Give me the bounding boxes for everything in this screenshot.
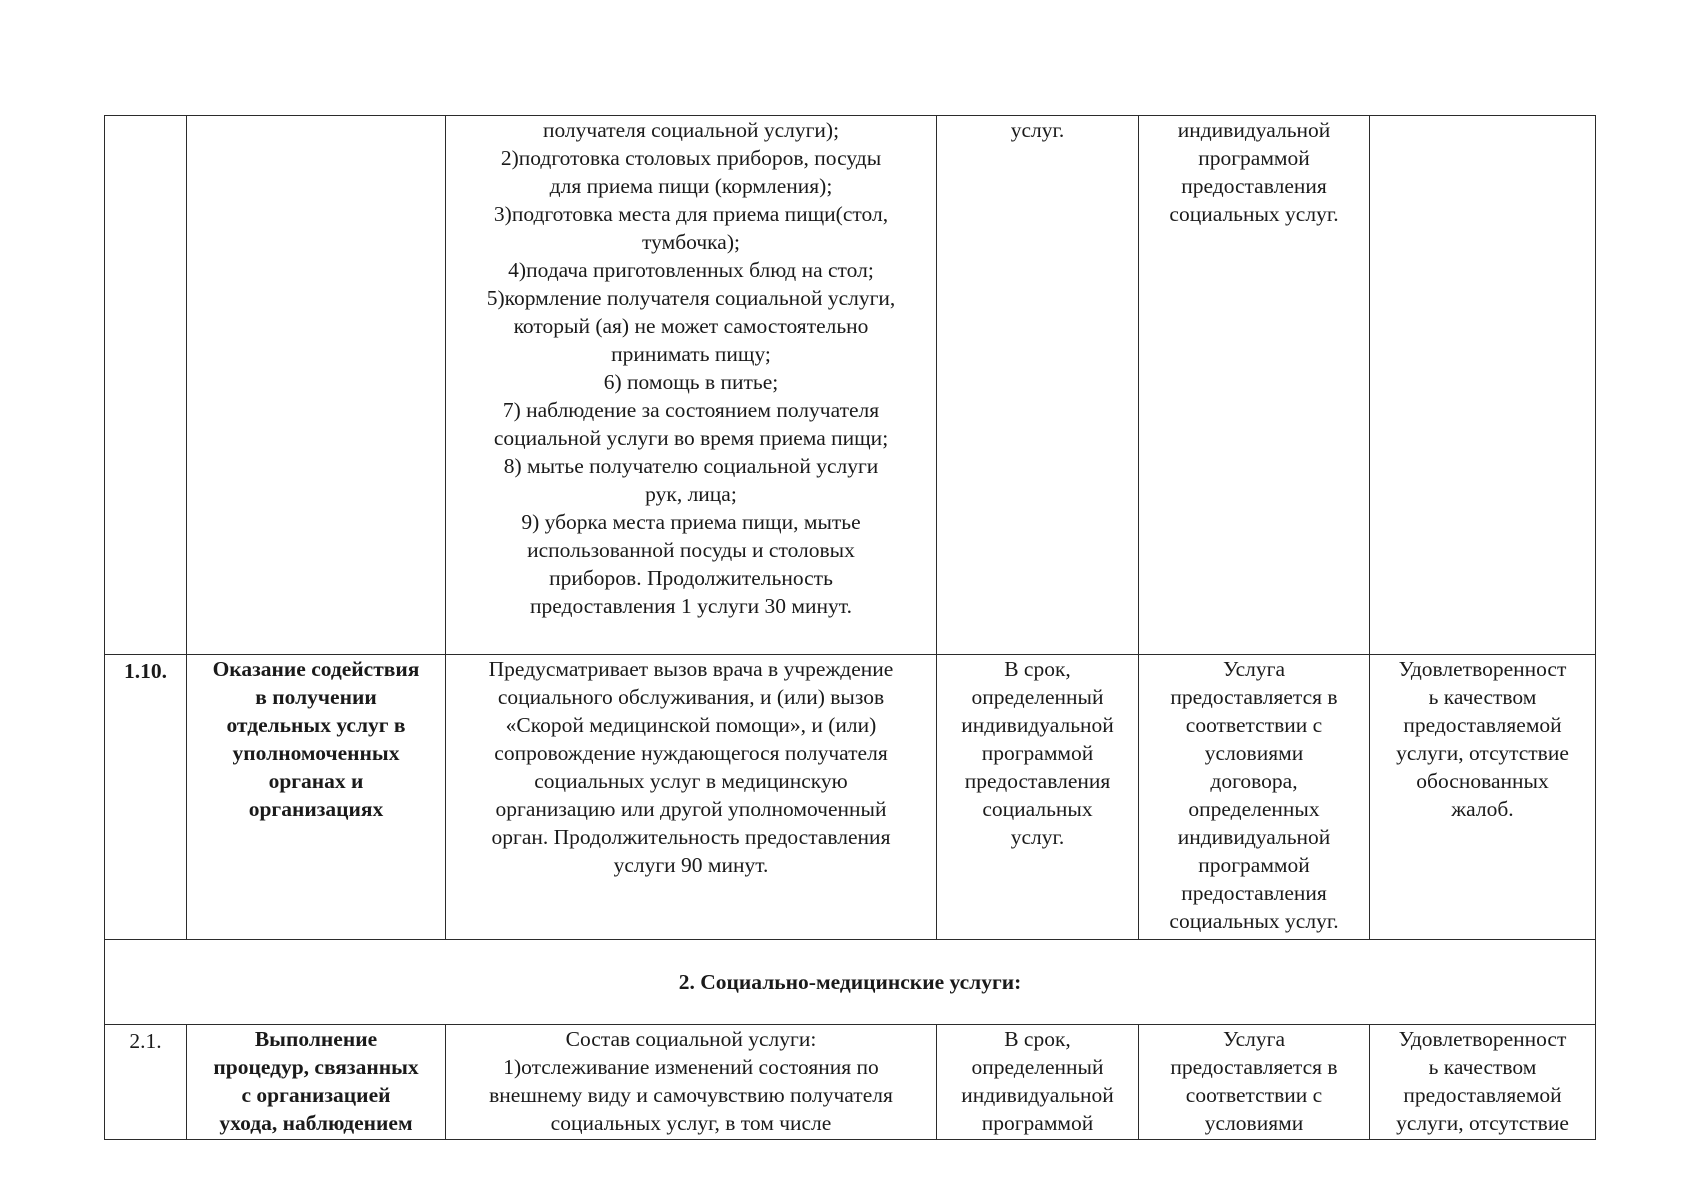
cell-description: Состав социальной услуги: 1)отслеживание изменений состояния по внешнему виду и самочувствию получателя социальных услуг, в том числе <box>446 1025 937 1140</box>
cell-quality <box>1370 116 1596 655</box>
cell-service-name: Выполнение процедур, связанных с организацией ухода, наблюдением <box>187 1025 446 1140</box>
table-row-continued <box>105 116 1596 655</box>
cell-quality: Удовлетворенност ь качеством предоставляемой услуги, отсутствие <box>1370 1025 1596 1140</box>
table-row-1-10 <box>105 655 1596 940</box>
services-table <box>104 115 1596 1140</box>
section-heading: 2. Социально-медицинские услуги: <box>105 940 1596 1025</box>
cell-quality: Удовлетворенност ь качеством предоставляемой услуги, отсутствие обоснованных жалоб. <box>1370 655 1596 940</box>
cell-conditions: Услуга предоставляется в соответствии с условиями <box>1139 1025 1370 1140</box>
cell-conditions: индивидуальной программой предоставления социальных услуг. <box>1139 116 1370 655</box>
cell-term: услуг. <box>937 116 1139 655</box>
cell-conditions: Услуга предоставляется в соответствии с условиями договора, определенных индивидуальной программой предоставления социальных услуг. <box>1139 655 1370 940</box>
cell-term: В срок, определенный индивидуальной программой <box>937 1025 1139 1140</box>
cell-number: 2.1. <box>105 1025 187 1140</box>
cell-term: В срок, определенный индивидуальной программой предоставления социальных услуг. <box>937 655 1139 940</box>
cell-description: Предусматривает вызов врача в учреждение социального обслуживания, и (или) вызов «Скорой медицинской помощи», и (или) сопровождение нуждающегося получателя социальных услуг в медицинскую организацию или другой уполномоченный орган. Продолжительность предоставления услуги 90 минут. <box>446 655 937 940</box>
table-row-2-1 <box>105 1025 1596 1140</box>
cell-description: получателя социальной услуги); 2)подготовка столовых приборов, посуды для приема пищи (кормления); 3)подготовка места для приема пищи(стол, тумбочка); 4)подача приготовленных блюд на стол; 5)кормление получателя социальной услуги, который (ая) не может самостоятельно принимать пищу; 6) помощь в питье; 7) наблюдение за состоянием получателя социальной услуги во время приема пищи; 8) мытье получателю социальной услуги рук, лица; 9) уборка места приема пищи, мытье использованной посуды и столовых приборов. Продолжительность предоставления 1 услуги 30 минут. <box>446 116 937 655</box>
table-row-section-2 <box>105 940 1596 1025</box>
cell-number: 1.10. <box>105 655 187 940</box>
cell-service-name <box>187 116 446 655</box>
cell-service-name: Оказание содействия в получении отдельных услуг в уполномоченных органах и организациях <box>187 655 446 940</box>
cell-number <box>105 116 187 655</box>
